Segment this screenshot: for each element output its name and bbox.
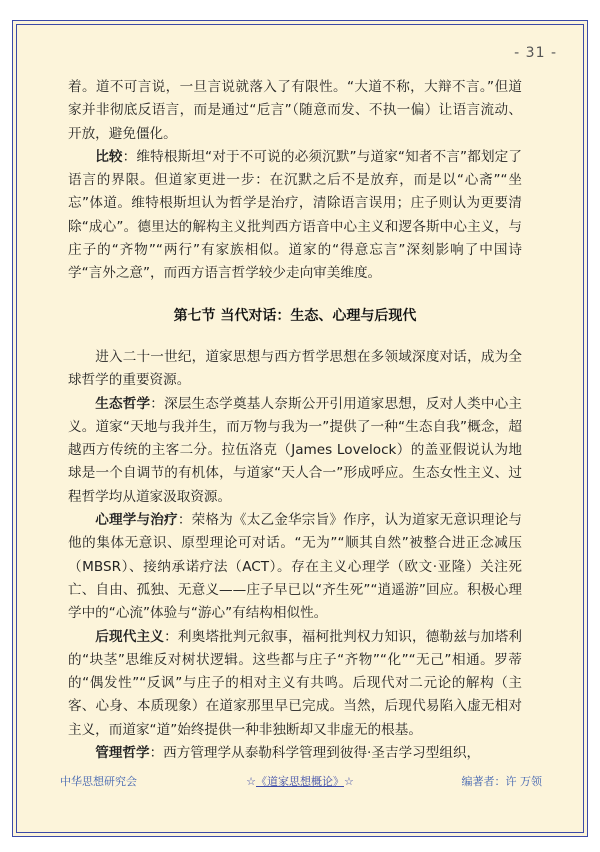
keyword: 后现代主义 [95,628,165,645]
paragraph-text: ：荣格为《太乙金华宗旨》作序，认为道家无意识理论与他的集体无意识、原型理论可对话。“无为”“顺其自然”被整合进正念减压（MBSR）、接纳承诺疗法（ACT）。存在主义心理学（欧文·亚隆）关注死亡、自由、孤独、无意义——庄子早已以“齐生死”“逍遥游”回应。积极心理学中的“心流”体验与“游心”有结构相似性。 [68,512,523,622]
keyword: 心理学与治疗 [95,512,178,529]
paragraph-text: ：利奥塔批判元叙事，福柯批判权力知识，德勒兹与加塔利的“块茎”思维反对树状逻辑。这些都与庄子“齐物”“化”“无己”相通。罗蒂的“偶发性”“反讽”与庄子的相对主义有共鸣。后现代对二元论的解构（主客、心身、本质现象）在道家那里早已完成。当然，后现代易陷入虚无相对主义，而道家“道”始终提供一种非独断却又非虚无的根基。 [68,628,523,738]
star-icon: ☆ [246,775,256,788]
book-title-link: 《道家思想概论》 [256,775,344,788]
star-icon: ☆ [344,775,354,788]
section-title: 第七节 当代对话：生态、心理与后现代 [173,307,417,324]
keyword: 管理哲学 [95,745,150,762]
paragraph-text: ：维特根斯坦“对于不可说的必须沉默”与道家“知者不言”都划定了语言的界限。但道家更进一步：在沉默之后不是放弃，而是以“心斋”“坐忘”体道。维特根斯坦认为哲学是治疗，清除语言误用；庄子则认为更要清除“成心”。德里达的解构主义批判西方语音中心主义和逻各斯中心主义，与庄子的“齐物”“两行”有家族相似。道家的“得意忘言”深刻影响了中国诗学“言外之意”，而西方语言哲学较少走向审美维度。 [68,148,523,282]
paragraph [68,393,522,509]
page-number: - 31 - [514,45,557,61]
paragraph [68,509,522,625]
paragraph [68,346,522,393]
paragraph-text: ：西方管理学从泰勒科学管理到彼得·圣吉学习型组织， [149,745,481,762]
document-body [68,76,522,765]
paragraph [68,76,522,146]
paragraph-text: 着。道不可言说，一旦言说就落入了有限性。“大道不称，大辩不言。”但道家并非彻底反语言，而是通过“卮言”（随意而发、不执一偏）让语言流动、开放，避免僵化。 [68,79,522,142]
paragraph [68,742,522,765]
paragraph [68,626,522,742]
footer-organization: 中华思想研究会 [60,775,137,788]
keyword: 生态哲学 [95,395,151,412]
paragraph-text: 进入二十一世纪，道家思想与西方哲学思想在多领域深度对话，成为全球哲学的重要资源。 [68,348,522,389]
paragraph [68,146,522,286]
keyword: 比较 [95,148,123,165]
footer-author: 编著者：许 万领 [461,775,542,788]
paragraph-text: ：深层生态学奠基人奈斯公开引用道家思想，反对人类中心主义。道家“天地与我并生，而万物与我为一”提供了一种“生态自我”概念，超越西方传统的主客二分。拉伍洛克（James Lovelock）的盖亚假说认为地球是一个自调节的有机体，与道家“天人合一”形成呼应。生态女性主义、过程哲学均从道家汲取资源。 [68,395,523,505]
